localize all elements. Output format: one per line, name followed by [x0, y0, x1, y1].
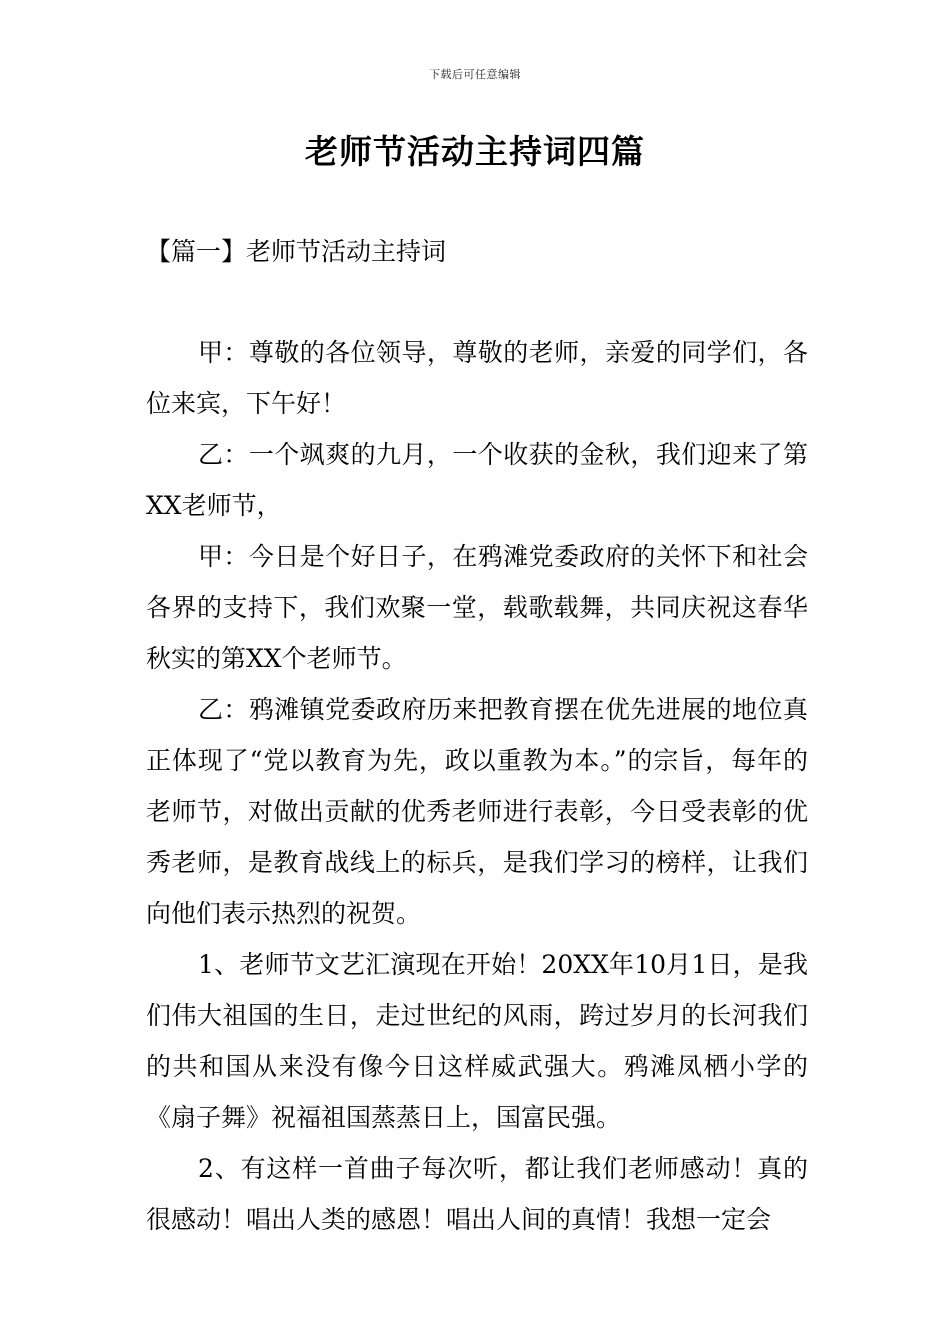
paragraph: 甲：尊敬的各位领导，尊敬的老师，亲爱的同学们，各位来宾，下午好！ [146, 338, 808, 418]
paragraph: 2、有这样一首曲子每次听，都让我们老师感动！真的很感动！唱出人类的感恩！唱出人间的真情！我想一定会 [146, 1154, 808, 1234]
paragraph: 1、老师节文艺汇演现在开始！20XX年10月1日，是我们伟大祖国的生日，走过世纪的风雨，跨过岁月的长河我们的共和国从来没有像今日这样威武强大。鸦滩凤栖小学的《扇子舞》祝福祖国蒸蒸日上，国富民强。 [146, 950, 808, 1132]
document-title: 老师节活动主持词四篇 [305, 132, 645, 171]
document-body [146, 327, 808, 1245]
paragraph: 乙：鸦滩镇党委政府历来把教育摆在优先进展的地位真正体现了“党以教育为先，政以重教为本。”的宗旨，每年的老师节，对做出贡献的优秀老师进行表彰，今日受表彰的优秀老师，是教育战线上的标兵，是我们学习的榜样，让我们向他们表示热烈的祝贺。 [146, 695, 808, 928]
header-note: 下载后可任意编辑 [429, 68, 521, 81]
section-heading: 【篇一】老师节活动主持词 [146, 237, 447, 266]
paragraph: 乙：一个飒爽的九月，一个收获的金秋，我们迎来了第XX老师节， [146, 440, 808, 520]
paragraph: 甲：今日是个好日子，在鸦滩党委政府的关怀下和社会各界的支持下，我们欢聚一堂，载歌载舞，共同庆祝这春华秋实的第XX个老师节。 [146, 542, 808, 673]
